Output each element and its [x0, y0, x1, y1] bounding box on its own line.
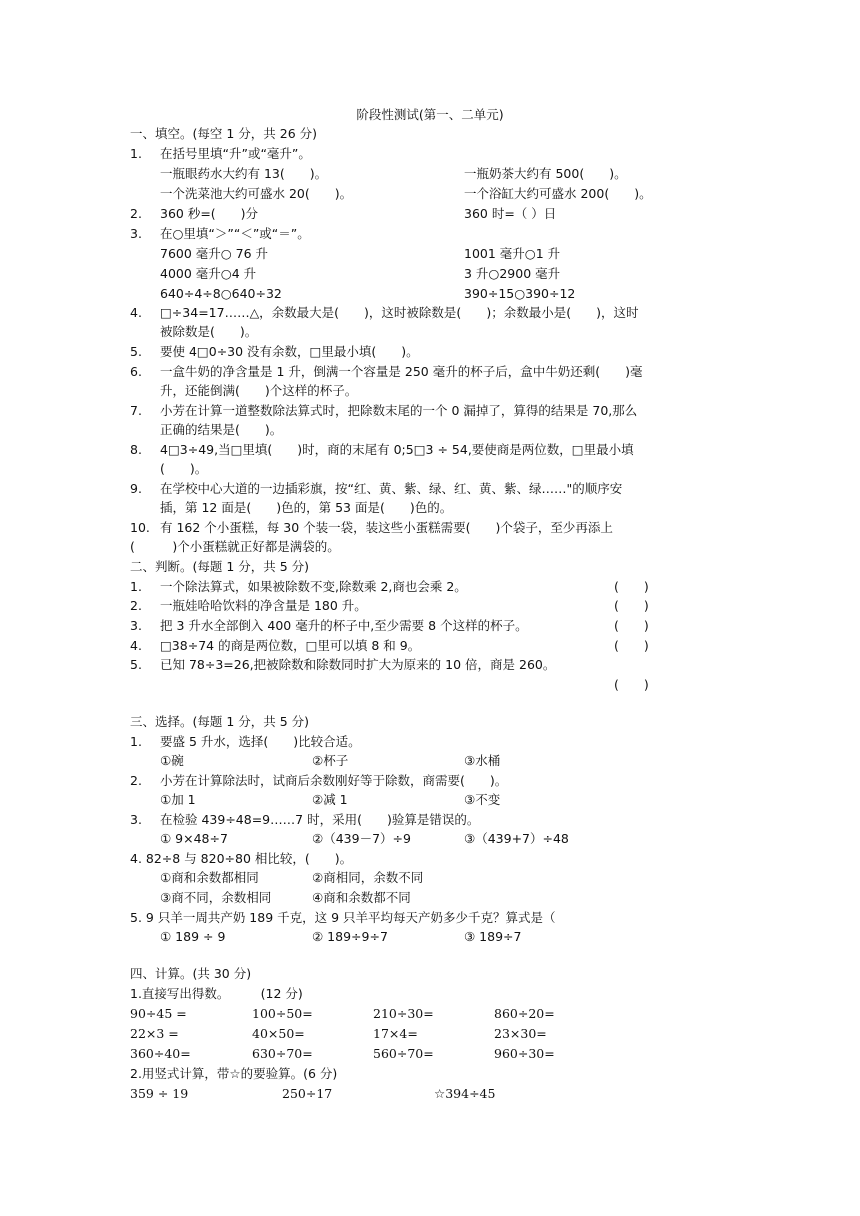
question-text: ( )。 — [160, 461, 208, 476]
fill-item: 一瓶奶茶大约有 500( )。 — [464, 166, 627, 181]
question-text: 在学校中心大道的一边插彩旗，按“红、黄、紫、绿、红、黄、紫、绿……"的顺序安 — [160, 481, 623, 496]
calc-item: 960÷30= — [494, 1046, 555, 1061]
question-number: 3. — [130, 226, 142, 241]
question-number: 9. — [130, 481, 142, 496]
question-number: 3. — [130, 618, 142, 633]
answer-paren: ( ) — [614, 677, 649, 692]
judge-statement: 一瓶娃哈哈饮料的净含量是 180 升。 — [160, 598, 367, 613]
option: ①加 1 — [160, 792, 196, 807]
question-text: 被除数是( )。 — [160, 324, 258, 339]
calc-item: 860÷20= — [494, 1006, 555, 1021]
option: ③（439+7）÷48 — [464, 831, 569, 846]
question-text: 在括号里填“升”或“毫升”。 — [160, 146, 311, 161]
option: ①碗 — [160, 753, 184, 768]
option: ①商和余数都相同 — [160, 870, 259, 885]
page-title: 阶段性测试(第一、二单元) — [356, 107, 504, 122]
fill-item: 一个洗菜池大约可盛水 20( )。 — [160, 186, 353, 201]
question-text: 在○里填“＞”“＜”或“＝”。 — [160, 226, 310, 241]
judge-statement: 已知 78÷3=26,把被除数和除数同时扩大为原来的 10 倍，商是 260。 — [160, 657, 556, 672]
question-text: 要使 4□0÷30 没有余数，□里最小填( )。 — [160, 344, 419, 359]
option: ③水桶 — [464, 753, 501, 768]
judge-statement: □38÷74 的商是两位数，□里可以填 8 和 9。 — [160, 638, 421, 653]
judge-statement: 一个除法算式，如果被除数不变,除数乘 2,商也会乘 2。 — [160, 579, 467, 594]
option: ① 189 ÷ 9 — [160, 929, 226, 944]
option: ②减 1 — [312, 792, 348, 807]
calc-item: 360÷40= — [130, 1046, 191, 1061]
calc-item: 23×30= — [494, 1026, 547, 1041]
calc-item: 100÷50= — [252, 1006, 313, 1021]
question-text: ( )个小蛋糕就正好都是满袋的。 — [130, 539, 340, 554]
compare-item: 7600 毫升○ 76 升 — [160, 246, 269, 261]
question-number: 5. — [130, 657, 142, 672]
question-number: 6. — [130, 364, 142, 379]
question-number: 1. — [130, 734, 142, 749]
question-text: 小芳在计算一道整数除法算式时，把除数末尾的一个 0 漏掉了，算得的结果是 70,那么 — [160, 403, 638, 418]
option: ② 189÷9÷7 — [312, 929, 388, 944]
question-text: □÷34=17……△，余数最大是( )，这时被除数是( )；余数最小是( )，这时 — [160, 305, 639, 320]
section-2-heading: 二、判断。(每题 1 分，共 5 分) — [130, 559, 310, 574]
question-text: 4□3÷49,当□里填( )时，商的末尾有 0;5□3 ÷ 54,要使商是两位数，□里最小填 — [160, 442, 634, 457]
question-text: 升，还能倒满( )个这样的杯子。 — [160, 383, 358, 398]
question-number: 4. — [130, 638, 142, 653]
calc-item: 40×50= — [252, 1026, 305, 1041]
calc-item: 630÷70= — [252, 1046, 313, 1061]
question-number: 1. — [130, 146, 142, 161]
answer-paren: ( ) — [614, 638, 649, 653]
question-text: 在检验 439÷48=9……7 时，采用( )验算是错误的。 — [160, 812, 480, 827]
question-text: 5. 9 只羊一周共产奶 189 千克，这 9 只羊平均每天产奶多少千克？算式是（ — [130, 910, 556, 925]
calc-item: 90÷45 = — [130, 1006, 187, 1021]
compare-item: 3 升○2900 毫升 — [464, 266, 561, 281]
question-number: 8. — [130, 442, 142, 457]
option: ④商和余数都不同 — [312, 890, 411, 905]
question-text: 一盒牛奶的净含量是 1 升，倒满一个容量是 250 毫升的杯子后，盒中牛奶还剩( )毫 — [160, 364, 643, 379]
question-number: 1. — [130, 579, 142, 594]
question-text: 4. 82÷8 与 820÷80 相比较，( )。 — [130, 851, 353, 866]
calc-item: 22×3 = — [130, 1026, 179, 1041]
vertical-calc-item: 250÷17 — [282, 1086, 333, 1101]
section-3-heading: 三、选择。(每题 1 分，共 5 分) — [130, 714, 310, 729]
option: ③ 189÷7 — [464, 929, 522, 944]
fill-item: 360 秒=( )分 — [160, 206, 259, 221]
option: ① 9×48÷7 — [160, 831, 228, 846]
option: ②商相同，余数不同 — [312, 870, 424, 885]
sub-heading: 1.直接写出得数。 (12 分) — [130, 986, 303, 1001]
question-number: 2. — [130, 598, 142, 613]
question-number: 10. — [130, 520, 150, 535]
vertical-calc-item: 359 ÷ 19 — [130, 1086, 189, 1101]
question-text: 正确的结果是( )。 — [160, 422, 283, 437]
question-number: 4. — [130, 305, 142, 320]
calc-item: 560÷70= — [373, 1046, 434, 1061]
section-1-heading: 一、填空。(每空 1 分，共 26 分) — [130, 126, 318, 141]
question-number: 3. — [130, 812, 142, 827]
question-number: 2. — [130, 773, 142, 788]
compare-item: 640÷4÷8○640÷32 — [160, 286, 282, 301]
option: ③商不同，余数相同 — [160, 890, 272, 905]
sub-heading: 2.用竖式计算，带☆的要验算。(6 分) — [130, 1066, 338, 1081]
question-text: 要盛 5 升水，选择( )比较合适。 — [160, 734, 361, 749]
answer-paren: ( ) — [614, 598, 649, 613]
option: ③不变 — [464, 792, 501, 807]
calc-item: 210÷30= — [373, 1006, 434, 1021]
fill-item: 一瓶眼药水大约有 13( )。 — [160, 166, 328, 181]
question-text: 插，第 12 面是( )色的，第 53 面是( )色的。 — [160, 500, 453, 515]
question-number: 5. — [130, 344, 142, 359]
option: ②（439－7）÷9 — [312, 831, 411, 846]
calc-item: 17×4= — [373, 1026, 418, 1041]
judge-statement: 把 3 升水全部倒入 400 毫升的杯子中,至少需要 8 个这样的杯子。 — [160, 618, 528, 633]
option: ②杯子 — [312, 753, 349, 768]
answer-paren: ( ) — [614, 579, 649, 594]
question-number: 2. — [130, 206, 142, 221]
fill-item: 360 时=（ ）日 — [464, 206, 557, 221]
question-text: 有 162 个小蛋糕，每 30 个装一袋，装这些小蛋糕需要( )个袋子，至少再添上 — [160, 520, 613, 535]
fill-item: 一个浴缸大约可盛水 200( )。 — [464, 186, 652, 201]
answer-paren: ( ) — [614, 618, 649, 633]
vertical-calc-item: ☆394÷45 — [434, 1086, 496, 1101]
compare-item: 1001 毫升○1 升 — [464, 246, 561, 261]
question-text: 小芳在计算除法时，试商后余数刚好等于除数，商需要( )。 — [160, 773, 508, 788]
section-4-heading: 四、计算。(共 30 分) — [130, 966, 252, 981]
compare-item: 4000 毫升○4 升 — [160, 266, 257, 281]
question-number: 7. — [130, 403, 142, 418]
compare-item: 390÷15○390÷12 — [464, 286, 576, 301]
